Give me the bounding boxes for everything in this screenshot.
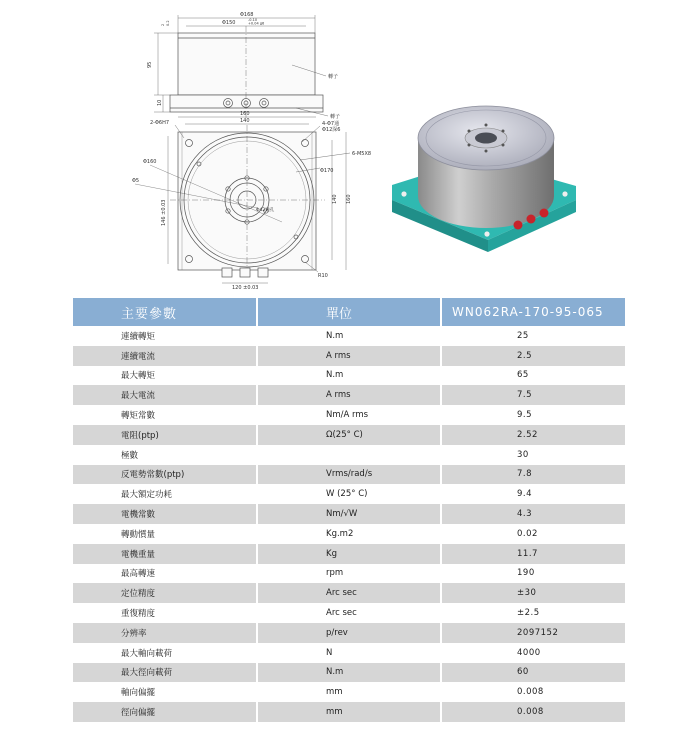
- table-header-row: [73, 298, 625, 326]
- top-view-drawing: [135, 117, 350, 283]
- param-value: 2.52: [441, 425, 625, 445]
- param-name: 連續電流: [73, 346, 257, 366]
- param-value: ±30: [441, 583, 625, 603]
- param-unit: rpm: [257, 564, 441, 584]
- table-row: [73, 405, 625, 425]
- dim-bottom: 120 ±0.03: [232, 285, 259, 291]
- table-row: [73, 346, 625, 366]
- param-name: 最高轉速: [73, 564, 257, 584]
- dim-side-140: 140: [332, 194, 338, 204]
- dim-side-146: 146 ±0.03: [161, 199, 167, 226]
- header-unit: 單位: [257, 298, 441, 326]
- dim-small-b: 0.2: [166, 20, 170, 26]
- param-unit: Kg: [257, 544, 441, 564]
- param-value: ±2.5: [441, 603, 625, 623]
- table-row: [73, 504, 625, 524]
- param-value: 65: [441, 366, 625, 386]
- param-name: 徑向偏擺: [73, 702, 257, 722]
- product-render: [392, 106, 576, 252]
- table-row: [73, 603, 625, 623]
- dim-top-tol: -0.10: [248, 18, 258, 22]
- header-model: WN062RA-170-95-065: [441, 298, 625, 326]
- param-unit: Vrms/rad/s: [257, 465, 441, 485]
- param-value: 9.5: [441, 405, 625, 425]
- front-view-drawing: [154, 15, 328, 118]
- param-value: 60: [441, 663, 625, 683]
- table-row: [73, 583, 625, 603]
- label-pin-holes: 2-Φ6H7: [150, 120, 170, 126]
- param-value: 2.5: [441, 346, 625, 366]
- dim-dia-170: Φ170: [320, 168, 334, 174]
- label-rotor: 轉子: [328, 74, 339, 80]
- dim-top-view-width: 160: [240, 111, 250, 117]
- dim-dia-160: Φ160: [143, 159, 157, 165]
- param-value: 0.008: [441, 702, 625, 722]
- param-name: 軸向偏擺: [73, 682, 257, 702]
- spec-table-body: [73, 326, 625, 722]
- label-holes-counterbore: Φ12深6: [322, 127, 341, 133]
- table-row: [73, 623, 625, 643]
- param-unit: [257, 445, 441, 465]
- technical-drawings: [0, 0, 688, 292]
- param-name: 重復精度: [73, 603, 257, 623]
- param-unit: Nm/√W: [257, 504, 441, 524]
- param-unit: N.m: [257, 663, 441, 683]
- param-unit: Arc sec: [257, 603, 441, 623]
- param-value: 11.7: [441, 544, 625, 564]
- table-row: [73, 564, 625, 584]
- spec-table: [73, 298, 625, 722]
- table-row: [73, 682, 625, 702]
- table-row: [73, 445, 625, 465]
- dim-small-a: 2: [161, 23, 165, 26]
- table-row: [73, 702, 625, 722]
- dim-top-view-inner: 140: [240, 118, 250, 124]
- param-unit: N.m: [257, 326, 441, 346]
- param-name: 反電勢常數(ptp): [73, 465, 257, 485]
- param-value: 4.3: [441, 504, 625, 524]
- param-name: 極數: [73, 445, 257, 465]
- param-value: 190: [441, 564, 625, 584]
- param-unit: mm: [257, 702, 441, 722]
- table-row: [73, 663, 625, 683]
- table-row: [73, 366, 625, 386]
- param-value: 25: [441, 326, 625, 346]
- param-name: 轉矩常數: [73, 405, 257, 425]
- label-stator: 轉子: [330, 114, 341, 120]
- table-row: [73, 465, 625, 485]
- label-holes-through: 4-Φ7通: [322, 121, 340, 127]
- dim-corner-radius: R10: [318, 273, 328, 279]
- param-unit: Nm/A rms: [257, 405, 441, 425]
- param-value: 2097152: [441, 623, 625, 643]
- table-row: [73, 544, 625, 564]
- dim-base-height: 10: [157, 99, 163, 106]
- param-unit: p/rev: [257, 623, 441, 643]
- header-parameter: 主要參數: [73, 298, 257, 326]
- dim-top-inner: Φ150: [222, 20, 236, 26]
- param-name: 電機重量: [73, 544, 257, 564]
- param-unit: A rms: [257, 346, 441, 366]
- param-value: 30: [441, 445, 625, 465]
- param-name: 最大軸向載荷: [73, 643, 257, 663]
- param-name: 定位精度: [73, 583, 257, 603]
- param-name: 電阻(ptp): [73, 425, 257, 445]
- param-unit: W (25° C): [257, 484, 441, 504]
- param-value: 4000: [441, 643, 625, 663]
- param-value: 7.5: [441, 385, 625, 405]
- table-row: [73, 524, 625, 544]
- param-name: 最大轉矩: [73, 366, 257, 386]
- dim-dia-small: Φ5: [132, 178, 140, 184]
- param-unit: Ω(25° C): [257, 425, 441, 445]
- param-value: 0.02: [441, 524, 625, 544]
- label-tapped-holes: 6-M5X8: [352, 151, 372, 157]
- param-unit: Arc sec: [257, 583, 441, 603]
- param-name: 最大徑向載荷: [73, 663, 257, 683]
- param-unit: A rms: [257, 385, 441, 405]
- dim-height: 95: [147, 61, 153, 68]
- table-row: [73, 326, 625, 346]
- dim-bore: Φ42通孔: [256, 208, 275, 213]
- table-row: [73, 643, 625, 663]
- dim-top-width: Φ168: [240, 12, 254, 18]
- param-value: 0.008: [441, 682, 625, 702]
- dim-side-160: 160: [346, 194, 352, 204]
- table-row: [73, 425, 625, 445]
- param-name: 電機常數: [73, 504, 257, 524]
- param-name: 分辨率: [73, 623, 257, 643]
- param-name: 最大額定功耗: [73, 484, 257, 504]
- param-name: 轉動慣量: [73, 524, 257, 544]
- table-row: [73, 385, 625, 405]
- param-name: 最大電流: [73, 385, 257, 405]
- table-row: [73, 484, 625, 504]
- param-unit: N: [257, 643, 441, 663]
- param-value: 7.8: [441, 465, 625, 485]
- param-name: 連續轉矩: [73, 326, 257, 346]
- param-unit: mm: [257, 682, 441, 702]
- param-unit: N.m: [257, 366, 441, 386]
- dim-top-fit: +0.04 g6: [248, 21, 265, 26]
- param-unit: Kg.m2: [257, 524, 441, 544]
- param-value: 9.4: [441, 484, 625, 504]
